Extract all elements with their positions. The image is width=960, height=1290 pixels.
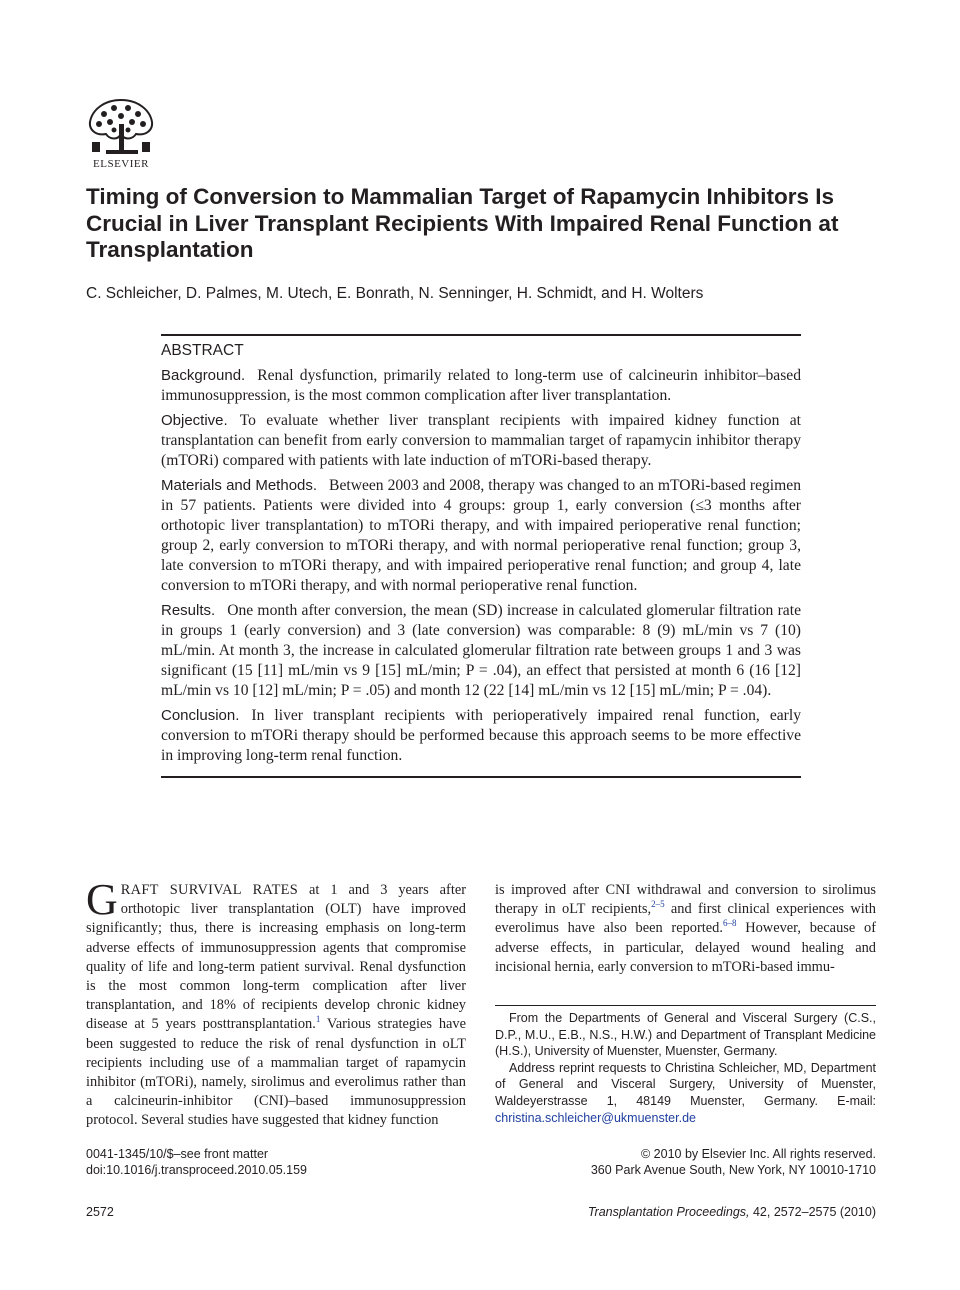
article-title: Timing of Conversion to Mammalian Target of Rapamycin Inhibitors Is Crucial in Liver Transplant Recipients With Impaired Renal Function at Transplantation bbox=[86, 184, 839, 262]
reprint-note bbox=[495, 1060, 876, 1126]
footer-identifiers bbox=[86, 1146, 307, 1178]
email-link[interactable]: christina.schleicher@ukmuenster.de bbox=[495, 1110, 696, 1125]
body-text: Various strategies have been suggested to reduce the risk of renal dysfunction in oLT recipients including use of a mammalian target of rapamycin inhibitor (mTORi), namely, sirolimus and everolimus rather than a calcineurin-inhibitor (CNI)–based immunosuppression protocol. Several studies have suggested that kidney function bbox=[86, 1016, 467, 1129]
section-label: Objective. bbox=[161, 412, 228, 429]
lead-in: RAFT SURVIVAL RATES bbox=[120, 882, 299, 898]
body-column-right bbox=[495, 881, 876, 977]
section-text: To evaluate whether liver transplant recipients with impaired kidney function at transplantation can benefit from early conversion to mammalian target of rapamycin inhibitor therapy (mTORi) compared with patients with late induction of mTORi-based therapy. bbox=[161, 412, 801, 469]
abstract-background bbox=[161, 366, 801, 406]
abstract-box bbox=[161, 334, 801, 778]
abstract-heading: ABSTRACT bbox=[161, 342, 244, 359]
body-paragraph bbox=[495, 881, 876, 977]
section-text: One month after conversion, the mean (SD) increase in calculated glomerular filtration rate in groups 1 (early conversion) and 3 (late conversion) was comparable: 8 (9) mL/min vs 7 (10) mL/min. At month 3, the increase in calculated glomerular filtration rate between groups 1 and 3 was significant (15 [11] mL/min vs 9 [15] mL/min; P = .04), an effect that persisted at month 6 (16 [12] mL/min vs 10 [12] mL/min; P = .05) and month 12 (22 [14] mL/min vs 12 [15] mL/min; P = .04). bbox=[161, 602, 801, 699]
drop-cap: G bbox=[86, 875, 118, 924]
reprint-text: Address reprint requests to Christina Schleicher, MD, Department of General and Visceral Surgery, University of Muenster, Waldeyerstrasse 1, 48149 Muenster, Germany. E-mail: bbox=[495, 1060, 876, 1108]
elsevier-logo bbox=[84, 96, 158, 174]
publisher-name: ELSEVIER bbox=[93, 158, 149, 170]
section-text: In liver transplant recipients with perioperatively impaired renal function, early conversion to mTORi therapy should be performed because this approach seems to be more effective in improving long-term renal function. bbox=[161, 707, 801, 764]
abstract-objective bbox=[161, 411, 801, 471]
intro-paragraph bbox=[86, 875, 467, 1131]
copyright-line: © 2010 by Elsevier Inc. All rights reserved. bbox=[640, 1147, 876, 1161]
body-text: is improved after CNI withdrawal and conversion to sirolimus therapy in oLT recipients, bbox=[495, 882, 876, 918]
author-list: C. Schleicher, D. Palmes, M. Utech, E. Bonrath, N. Senninger, H. Schmidt, and H. Wolters bbox=[86, 285, 704, 302]
section-label: Conclusion. bbox=[161, 707, 240, 724]
section-label: Results. bbox=[161, 602, 216, 619]
footer-copyright bbox=[591, 1146, 876, 1178]
elsevier-tree-icon bbox=[84, 96, 158, 156]
journal-volume: 42, 2572–2575 (2010) bbox=[749, 1205, 876, 1219]
citation-link[interactable]: 6–8 bbox=[722, 918, 737, 929]
body-text: and first clinical experiences with everolimus have also been reported. bbox=[495, 901, 876, 937]
abstract-conclusion bbox=[161, 706, 801, 766]
issn-line: 0041-1345/10/$–see front matter bbox=[86, 1147, 269, 1161]
publisher-address: 360 Park Avenue South, New York, NY 10010-1710 bbox=[590, 1163, 876, 1177]
footnote-divider bbox=[495, 1005, 876, 1006]
doi-link[interactable]: doi:10.1016/j.transproceed.2010.05.159 bbox=[86, 1163, 308, 1177]
abstract-results bbox=[161, 601, 801, 701]
section-label: Background. bbox=[161, 367, 246, 384]
journal-name: Transplantation Proceedings, bbox=[587, 1205, 750, 1219]
body-column-left bbox=[86, 875, 467, 1131]
section-label: Materials and Methods. bbox=[161, 477, 318, 494]
page-number: 2572 bbox=[86, 1205, 114, 1219]
section-text: Between 2003 and 2008, therapy was changed to an mTORi-based regimen in 57 patients. Patients were divided into 4 groups: group 1, early conversion (≤3 months after orthotopic liver transplantation) to mTORi therapy, and with impaired perioperative renal function; group 2, early conversion to mTORi therapy, and with normal perioperative renal function; group 3, late conversion to mTORi therapy, and with impaired perioperative renal function; and group 4, late conversion to mTORi therapy, and with normal perioperative renal function. bbox=[161, 477, 801, 594]
footnotes bbox=[495, 1010, 876, 1126]
body-text: at 1 and 3 years after orthotopic liver transplantation (OLT) have improved significantly; thus, there is increasing emphasis on long-term adverse effects of immunosuppression agents that compromise quality of life and long-term patient survival. Renal dysfunction is the most common long-term complication after liver transplantation, and 18% of recipients develop chronic kidney disease at 5 years posttransplantation. bbox=[86, 882, 466, 1033]
abstract-methods bbox=[161, 476, 801, 596]
citation-link[interactable]: 2–5 bbox=[651, 899, 665, 910]
affiliation-note: From the Departments of General and Visceral Surgery (C.S., D.P., M.U., E.B., N.S., H.W.) and Department of Transplant Medicine (H.S.), University of Muenster, Muenster, Germany. bbox=[495, 1011, 876, 1059]
section-text: Renal dysfunction, primarily related to long-term use of calcineurin inhibitor–based immunosuppression, is the most common complication after liver transplantation. bbox=[161, 367, 801, 404]
journal-citation bbox=[588, 1204, 876, 1220]
citation-link[interactable]: 1 bbox=[315, 1014, 321, 1025]
body-text: However, because of adverse effects, in particular, delayed wound healing and incisional hernia, early conversion to mTORi-based immu- bbox=[495, 920, 876, 975]
